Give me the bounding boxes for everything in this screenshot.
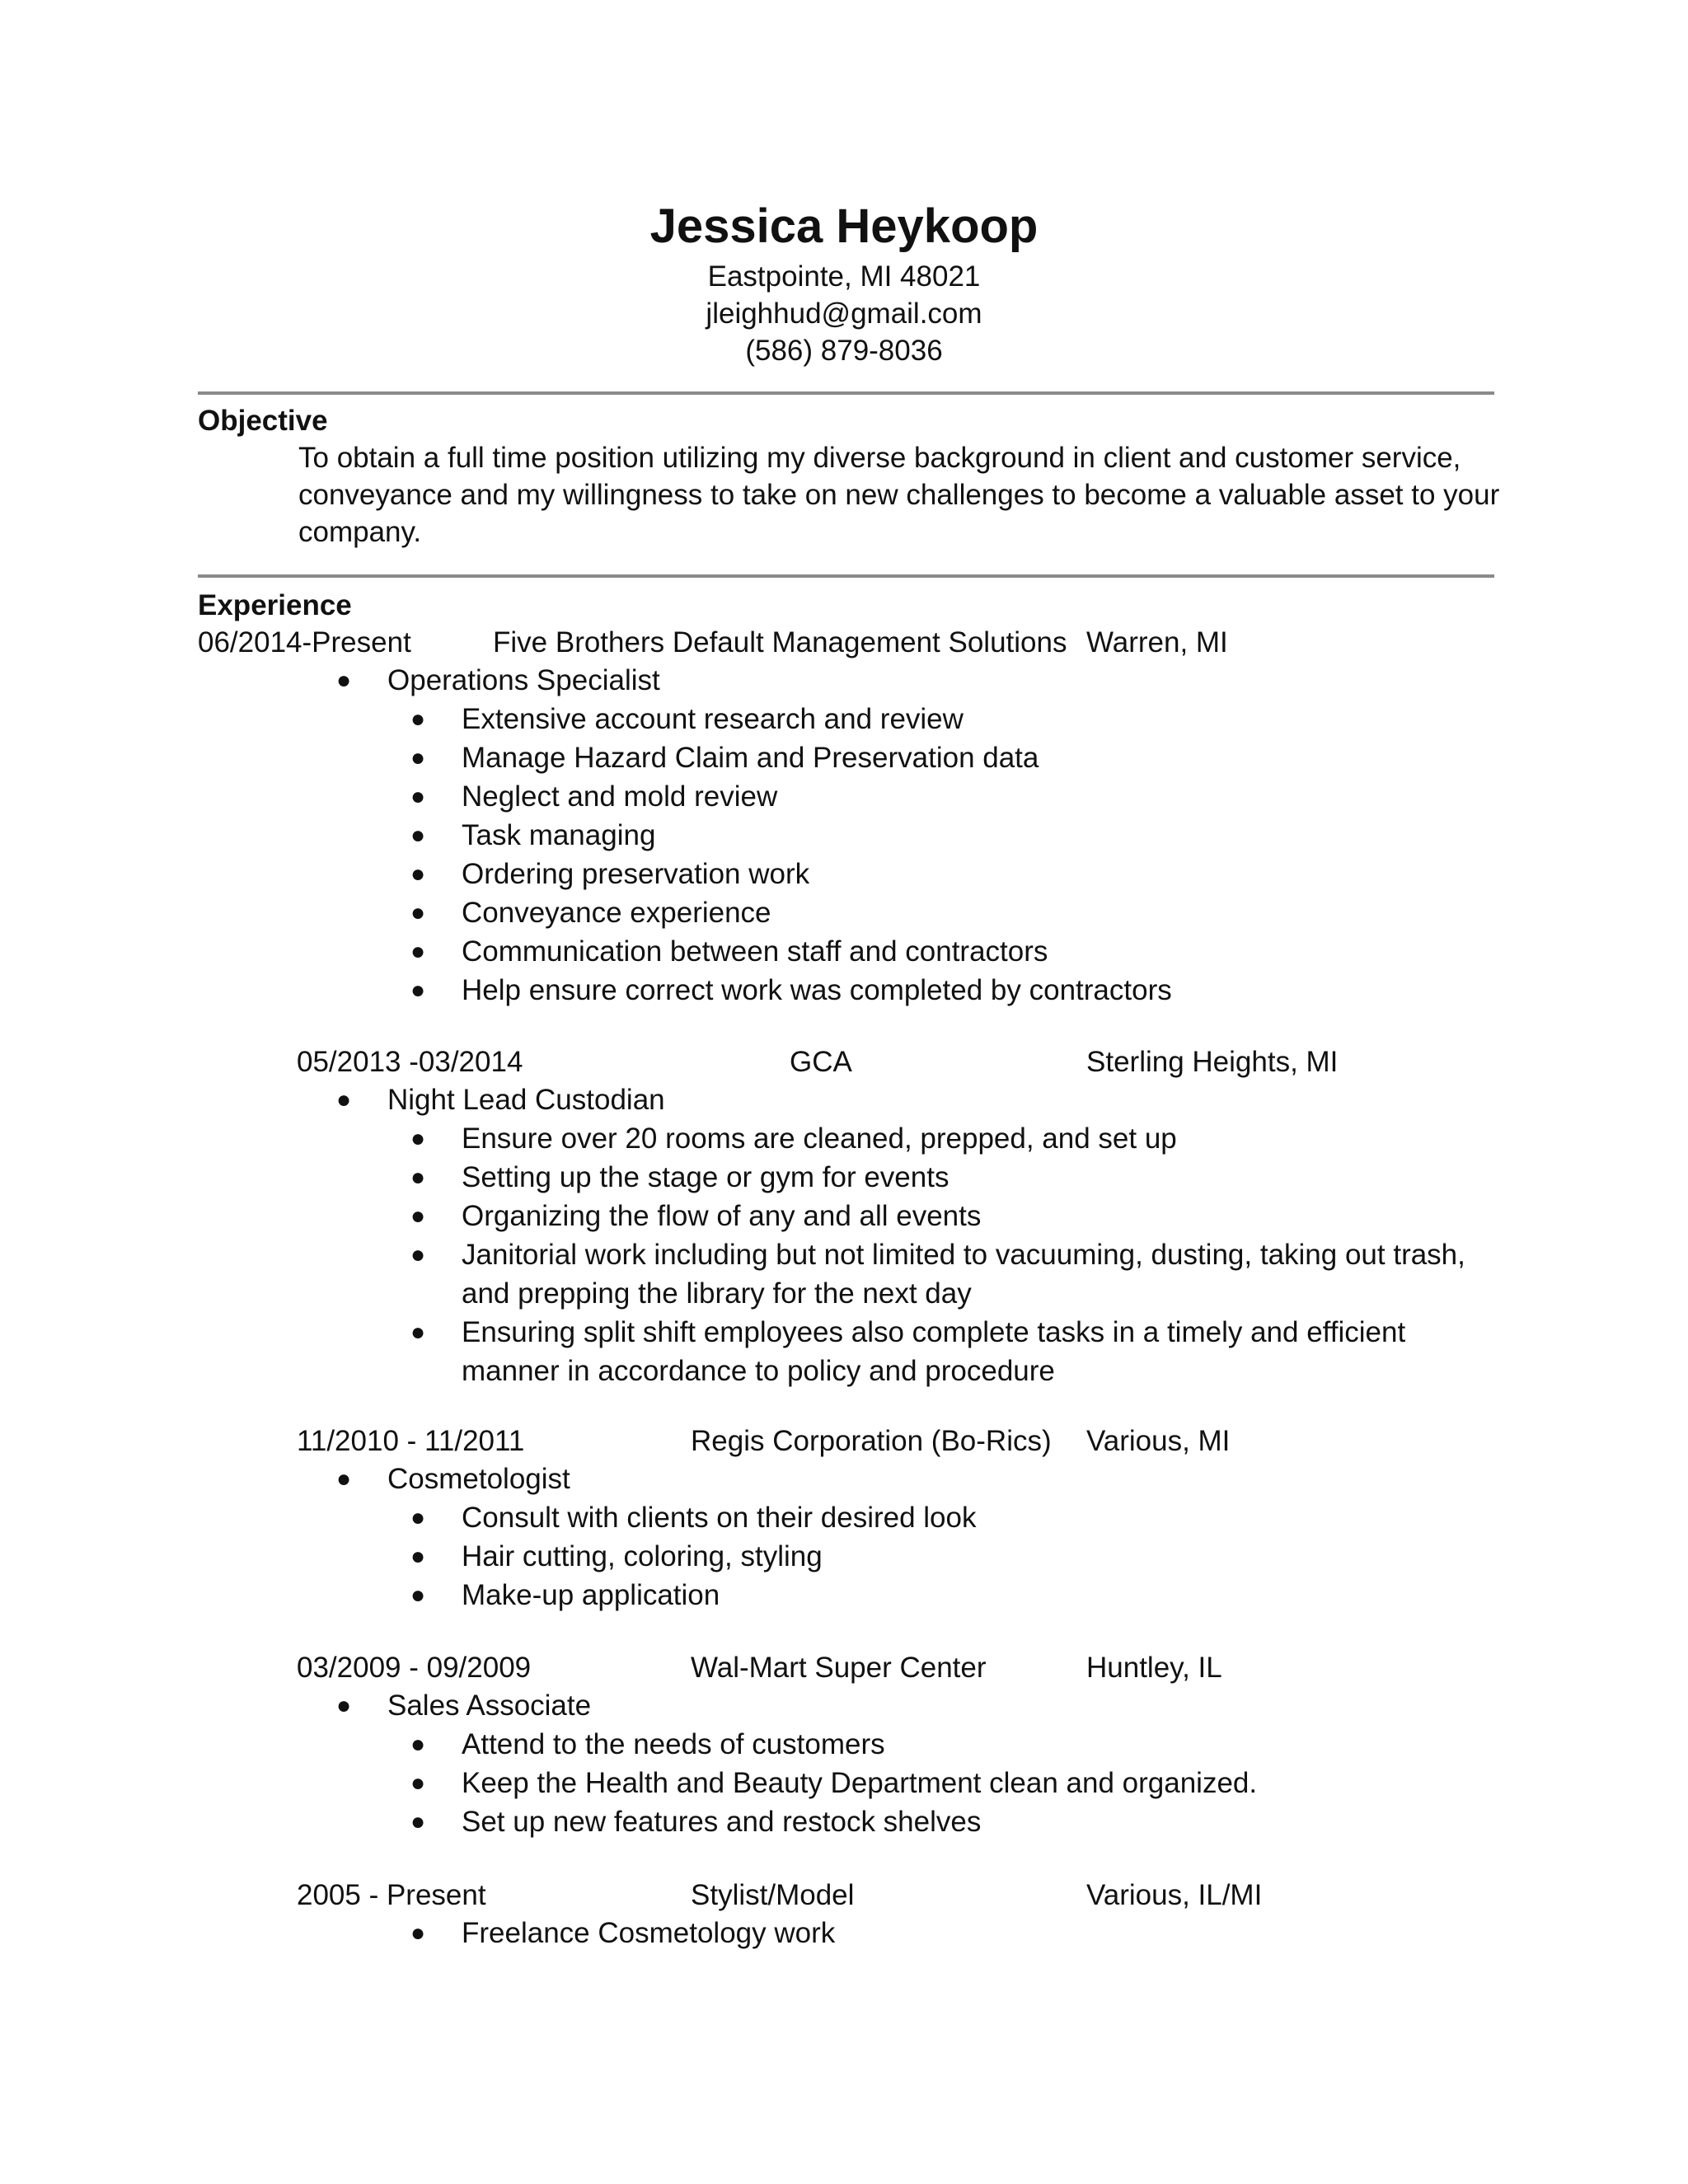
duty-text: Neglect and mold review — [462, 780, 778, 813]
bullet-icon: ● — [410, 1731, 426, 1758]
job-entry-gca — [0, 1043, 1688, 1390]
list-item — [0, 777, 1688, 816]
bullet-icon: ● — [336, 1692, 352, 1719]
duty-text: Ensuring split shift employees also complete tasks in a timely and efficient manner in accordance to policy and procedure — [462, 1316, 1406, 1387]
job-header — [0, 1043, 1688, 1080]
duty-text: Hair cutting, coloring, styling — [462, 1540, 823, 1572]
duty-text: Janitorial work including but not limited to vacuuming, dusting, taking out trash, and prepping the library for the next day — [462, 1239, 1465, 1310]
bullet-icon: ● — [410, 1543, 426, 1570]
bullet-icon: ● — [410, 1582, 426, 1609]
duty-text: Consult with clients on their desired look — [462, 1502, 977, 1534]
job-dates: 05/2013 -03/2014 — [297, 1046, 523, 1078]
contact-block — [0, 258, 1688, 369]
duty-list — [0, 1914, 1688, 1952]
bullet-icon: ● — [336, 1465, 352, 1493]
list-item — [0, 1914, 1688, 1952]
experience-heading: Experience — [198, 589, 352, 621]
job-dates: 11/2010 - 11/2011 — [297, 1425, 525, 1457]
list-item — [0, 700, 1688, 738]
job-company: Stylist/Model — [691, 1879, 855, 1911]
job-location: Various, MI — [1086, 1425, 1231, 1457]
job-company: Regis Corporation (Bo-Rics) — [691, 1425, 1052, 1457]
list-item — [0, 1197, 1688, 1235]
list-item — [0, 1537, 1688, 1576]
contact-address: Eastpointe, MI 48021 — [707, 260, 981, 293]
list-item — [0, 893, 1688, 932]
duty-text: Communication between staff and contractors — [462, 935, 1048, 968]
job-role — [0, 1080, 1688, 1119]
bullet-icon: ● — [410, 977, 426, 1004]
bullet-icon: ● — [410, 1241, 426, 1268]
duty-text: Conveyance experience — [462, 897, 771, 929]
bullet-icon: ● — [410, 822, 426, 849]
job-role-title: Cosmetologist — [387, 1463, 570, 1495]
list-item — [0, 1576, 1688, 1615]
bullet-icon: ● — [410, 1769, 426, 1797]
duty-text: Manage Hazard Claim and Preservation data — [462, 742, 1039, 774]
bullet-icon: ● — [410, 1319, 426, 1346]
duty-text: Task managing — [462, 819, 656, 851]
job-role — [0, 1686, 1688, 1725]
duty-list — [0, 700, 1688, 1010]
job-role-title: Night Lead Custodian — [387, 1084, 665, 1116]
candidate-name: Jessica Heykoop — [649, 199, 1039, 253]
duty-list — [0, 1119, 1688, 1390]
job-header — [0, 1877, 1688, 1914]
duty-text: Organizing the flow of any and all events — [462, 1200, 982, 1232]
job-role-title: Sales Associate — [387, 1690, 592, 1722]
duty-text: Extensive account research and review — [462, 703, 964, 735]
list-item — [0, 932, 1688, 971]
job-role — [0, 1460, 1688, 1498]
list-item — [0, 855, 1688, 893]
duty-text: Keep the Health and Beauty Department clean and organized. — [462, 1767, 1258, 1799]
list-item — [0, 1764, 1688, 1802]
duty-text: Ensure over 20 rooms are cleaned, prepped, and set up — [462, 1122, 1177, 1155]
bullet-icon: ● — [410, 899, 426, 926]
list-item — [0, 971, 1688, 1010]
objective-heading: Objective — [198, 405, 328, 437]
duty-list — [0, 1498, 1688, 1615]
divider-experience — [198, 574, 1494, 578]
duty-text: Ordering preservation work — [462, 858, 810, 890]
list-item — [0, 1802, 1688, 1841]
list-item — [0, 738, 1688, 777]
job-header — [0, 1422, 1688, 1460]
bullet-icon: ● — [410, 1504, 426, 1531]
job-company: Five Brothers Default Management Solutions — [493, 626, 1067, 658]
duty-text: Freelance Cosmetology work — [462, 1917, 836, 1949]
job-dates: 03/2009 - 09/2009 — [297, 1652, 532, 1684]
bullet-icon: ● — [410, 705, 426, 733]
bullet-icon: ● — [410, 1919, 426, 1947]
bullet-icon: ● — [410, 783, 426, 810]
duty-text: Setting up the stage or gym for events — [462, 1161, 950, 1193]
list-item — [0, 1158, 1688, 1197]
list-item — [0, 1313, 1688, 1390]
contact-phone: (586) 879-8036 — [745, 335, 943, 367]
job-entry-stylist — [0, 1877, 1688, 1952]
duty-text: Make-up application — [462, 1579, 720, 1611]
divider-top — [198, 391, 1494, 395]
job-dates: 06/2014-Present — [198, 626, 411, 658]
bullet-icon: ● — [336, 667, 352, 694]
bullet-icon: ● — [410, 744, 426, 771]
duty-list — [0, 1725, 1688, 1841]
list-item — [0, 1235, 1688, 1313]
bullet-icon: ● — [410, 938, 426, 965]
job-location: Huntley, IL — [1086, 1652, 1222, 1684]
list-item — [0, 1725, 1688, 1764]
duty-text: Attend to the needs of customers — [462, 1728, 885, 1760]
job-role — [0, 661, 1688, 700]
job-role-title: Operations Specialist — [387, 664, 660, 696]
bullet-icon: ● — [336, 1086, 352, 1113]
list-item — [0, 1119, 1688, 1158]
job-entry-walmart — [0, 1649, 1688, 1841]
objective-text: To obtain a full time position utilizing my diverse background in client and customer service, conveyance and my willingness to take on new challenges to become a valuable asset to your company. — [298, 442, 1500, 548]
duty-text: Set up new features and restock shelves — [462, 1806, 982, 1838]
bullet-icon: ● — [410, 1808, 426, 1835]
list-item — [0, 816, 1688, 855]
job-location: Sterling Heights, MI — [1086, 1046, 1339, 1078]
bullet-icon: ● — [410, 1202, 426, 1230]
job-dates: 2005 - Present — [297, 1879, 486, 1911]
job-location: Various, IL/MI — [1086, 1879, 1263, 1911]
bullet-icon: ● — [410, 860, 426, 888]
job-entry-five-brothers — [0, 624, 1688, 1010]
job-company: GCA — [790, 1046, 852, 1078]
job-header — [0, 1649, 1688, 1686]
contact-email: jleighhud@gmail.com — [706, 298, 982, 330]
duty-text: Help ensure correct work was completed by contractors — [462, 974, 1172, 1006]
job-company: Wal-Mart Super Center — [691, 1652, 987, 1684]
job-location: Warren, MI — [1086, 626, 1228, 658]
list-item — [0, 1498, 1688, 1537]
bullet-icon: ● — [410, 1125, 426, 1152]
job-header — [0, 624, 1688, 661]
bullet-icon: ● — [410, 1164, 426, 1191]
job-entry-regis — [0, 1422, 1688, 1615]
